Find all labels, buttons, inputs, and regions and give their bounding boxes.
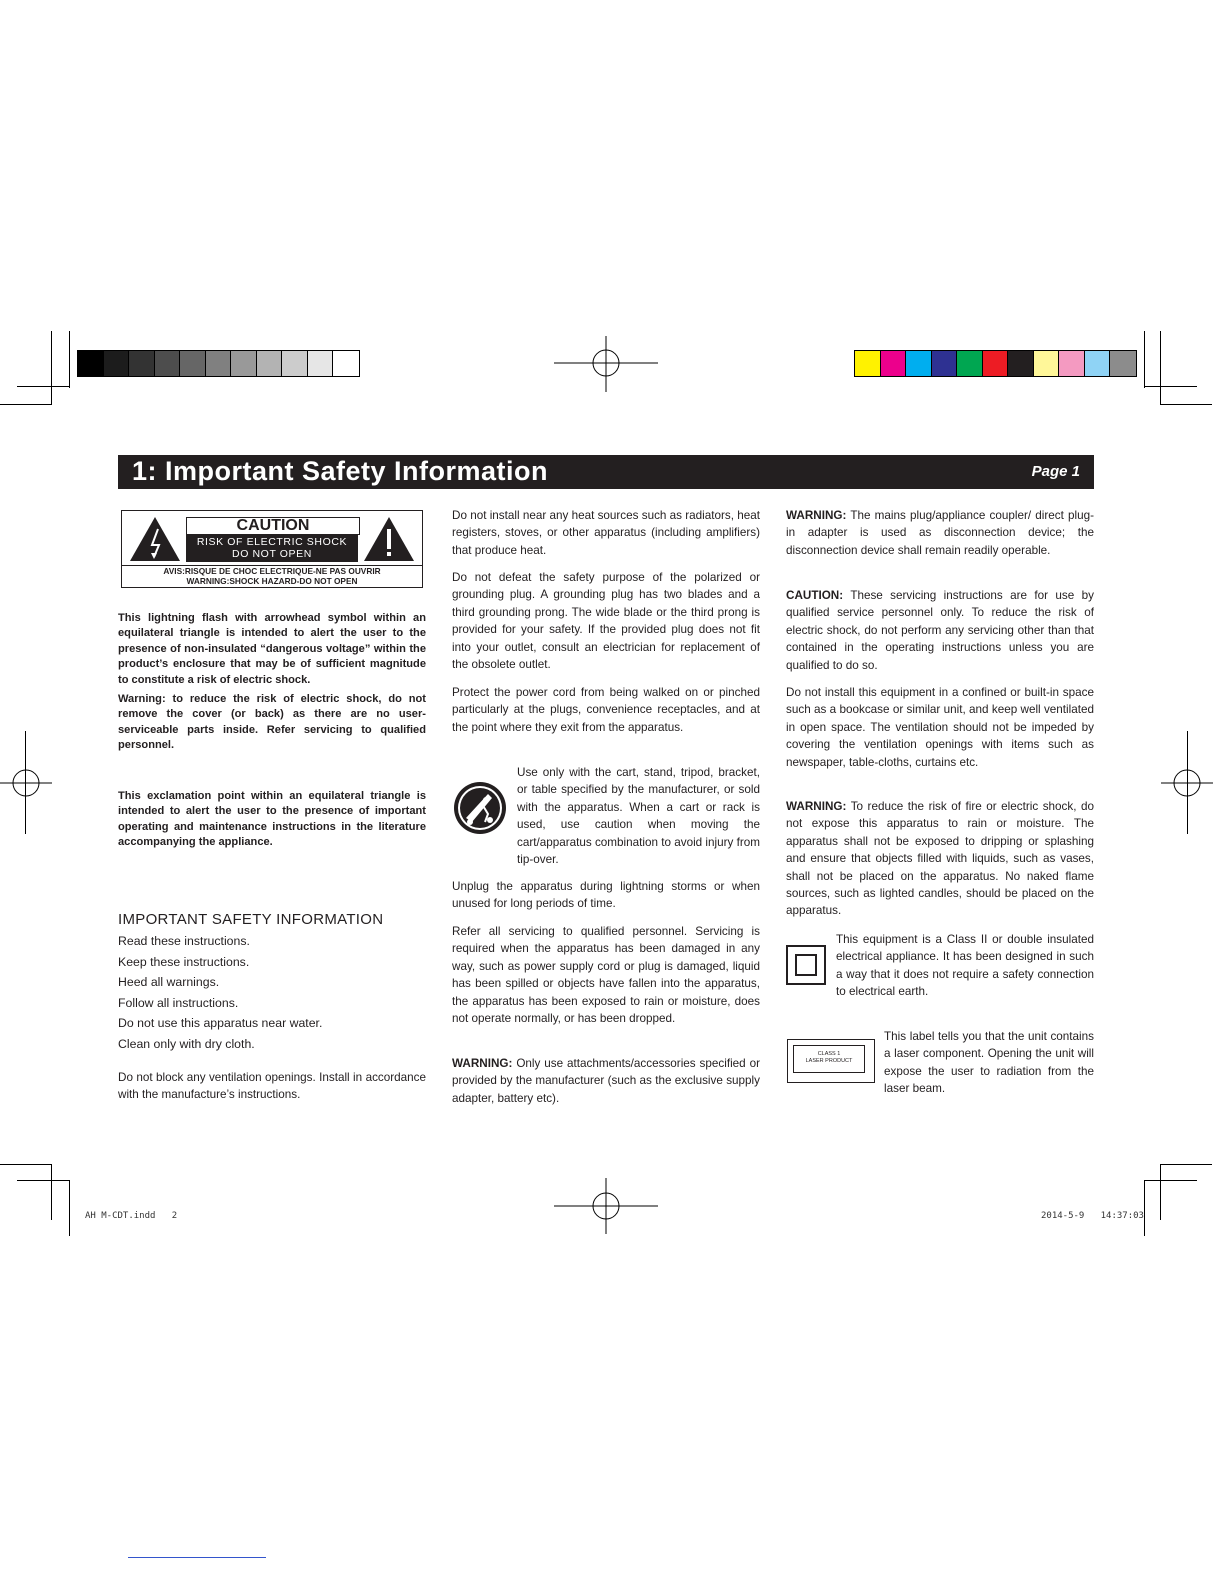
exclamation-explanation: This exclamation point within an equilateral triangle is intended to alert the user to the presence of important operating and maintenance instructions in the literature accompanying the appliance. — [118, 790, 426, 849]
laser-label-line-1: CLASS 1 — [817, 1051, 841, 1057]
servicing-instruction: Refer all servicing to qualified personnel. Servicing is required when the apparatus has been damaged in any way, such as power supply cord or plug is damaged, liquid has been spilled or objects have fallen into the apparatus, the apparatus has been exposed to rain or moisture, does not operate normally, or has been dropped. — [452, 925, 760, 1026]
mains-plug-text: The mains plug/appliance coupler/ direct plug-in adapter is used as disconnection device; the disconnection device shall remain readily operable. — [786, 509, 1094, 557]
color-swatch — [983, 351, 1009, 376]
page-title: 1: Important Safety Information — [132, 456, 549, 486]
color-swatch — [855, 351, 881, 376]
color-swatch — [231, 351, 257, 376]
caution-shock-text — [186, 535, 358, 562]
section-heading: IMPORTANT SAFETY INFORMATION — [118, 911, 384, 928]
lightning-warning-icon — [128, 515, 182, 563]
cart-tipover-icon — [452, 780, 508, 836]
grayscale-calibration-bar — [77, 350, 360, 377]
mains-plug-warning — [786, 507, 1094, 559]
page-number: Page 1 — [1031, 463, 1080, 480]
cover-warning: Warning: to reduce the risk of electric shock, do not remove the cover (or back) as there are no user-serviceable parts inside. Refer servicing to qualified personnel. — [118, 693, 426, 752]
color-swatch — [78, 351, 104, 376]
footer-filename: AH M-CDT.indd 2 — [85, 1211, 178, 1221]
laser-text: This label tells you that the unit contains a laser component. Opening the unit will expose the user to radiation from the laser beam. — [884, 1030, 1094, 1096]
color-swatch — [333, 351, 359, 376]
laser-label-text — [793, 1045, 865, 1073]
caution-title: CAUTION — [186, 517, 360, 535]
color-swatch — [180, 351, 206, 376]
footer-timestamp: 2014-5-9 14:37:03 — [1041, 1211, 1144, 1221]
confined-space-instruction: Do not install this equipment in a confined or built-in space such as a bookcase or similar unit, and keep well ventilated in open space. The ventilation should not be impeded by covering the ventilation openings with items such as newspaper, table-cloths, curtains etc. — [786, 686, 1094, 769]
page-header — [118, 455, 1094, 489]
lightning-explanation: This lightning flash with arrowhead symbol within an equilateral triangle is intended to alert the user to the presence of non-insulated “dangerous voltage” within the product’s enclosure that may be of sufficient magnitude to constitute a risk of electric shock. — [118, 612, 426, 686]
caution-line-1: RISK OF ELECTRIC SHOCK — [196, 536, 348, 548]
color-swatch — [104, 351, 130, 376]
list-item: Follow all instructions. — [118, 996, 239, 1010]
servicing-caution — [786, 587, 1094, 674]
warning-keyword: WARNING: — [452, 1057, 513, 1070]
list-item: Heed all warnings. — [118, 975, 220, 989]
caution-label — [121, 510, 423, 588]
list-item: Do not use this apparatus near water. — [118, 1016, 323, 1030]
color-swatch — [906, 351, 932, 376]
attachments-text: Only use attachments/accessories specified or provided by the manufacturer (such as the exclusive supply adapter, battery etc). — [452, 1057, 760, 1105]
color-swatch — [1034, 351, 1060, 376]
caution-avis-line: AVIS:RISQUE DE CHOC ELECTRIQUE-NE PAS OUVRIR — [163, 566, 381, 576]
registration-mark-top — [554, 336, 658, 392]
registration-mark-bottom — [554, 1178, 658, 1234]
color-swatch — [932, 351, 958, 376]
power-cord-instruction: Protect the power cord from being walked on or pinched particularly at the plugs, convenience receptacles, and at the point where they exit from the apparatus. — [452, 686, 760, 734]
class-ii-icon — [786, 945, 826, 985]
caution-warning-line: WARNING:SHOCK HAZARD-DO NOT OPEN — [186, 576, 358, 586]
unplug-instruction: Unplug the apparatus during lightning storms or when unused for long periods of time. — [452, 880, 760, 911]
color-swatch — [1110, 351, 1136, 376]
color-swatch — [881, 351, 907, 376]
warning-keyword: WARNING: — [786, 800, 847, 813]
caution-avis-text — [122, 565, 422, 586]
color-swatch — [957, 351, 983, 376]
heat-source-instruction: Do not install near any heat sources such as radiators, heat registers, stoves, or other apparatus (including amplifiers) that produce heat. — [452, 509, 760, 557]
color-swatch — [155, 351, 181, 376]
registration-mark-right — [1161, 757, 1213, 809]
color-swatch — [308, 351, 334, 376]
laser-product-label — [787, 1039, 875, 1083]
laser-label-line-2: LASER PRODUCT — [805, 1058, 853, 1064]
color-swatch — [1059, 351, 1085, 376]
class-ii-text: This equipment is a Class II or double insulated electrical appliance. It has been designed in such a way that it does not require a safety connection to electrical earth. — [836, 933, 1094, 999]
ventilation-instruction: Do not block any ventilation openings. Install in accordance with the manufacture’s instructions. — [118, 1071, 426, 1102]
fire-moisture-text: To reduce the risk of fire or electric shock, do not expose this apparatus to rain or moisture. The apparatus shall not be exposed to dripping or splashing and ensure that objects filled with liquids, such as vases, shall not be placed on the apparatus. No naked flame sources, such as lighted candles, should be placed on the apparatus. — [786, 800, 1094, 918]
caution-line-2: DO NOT OPEN — [232, 548, 312, 560]
caution-keyword: CAUTION: — [786, 589, 844, 602]
color-swatch — [1008, 351, 1034, 376]
list-item: Keep these instructions. — [118, 955, 250, 969]
divider — [128, 1557, 266, 1558]
list-item: Read these instructions. — [118, 934, 250, 948]
plug-instruction: Do not defeat the safety purpose of the polarized or grounding plug. A grounding plug has two blades and a third grounding prong. The wide blade or the third prong is provided for your safety. If the provided plug does not fit into your outlet, consult an electrician for replacement of the obsolete outlet. — [452, 571, 760, 672]
registration-mark-left — [0, 757, 52, 809]
cart-instruction: Use only with the cart, stand, tripod, bracket, or table specified by the manufacturer, or sold with the apparatus. When a cart or rack is used, use caution when moving the cart/apparatus combination to avoid injury from tip-over. — [517, 766, 760, 867]
color-swatch — [257, 351, 283, 376]
fire-moisture-warning — [786, 798, 1094, 920]
color-swatch — [129, 351, 155, 376]
attachments-warning — [452, 1055, 760, 1107]
color-swatch — [1085, 351, 1111, 376]
color-swatch — [206, 351, 232, 376]
warning-keyword: WARNING: — [786, 509, 847, 522]
color-swatch — [282, 351, 308, 376]
list-item: Clean only with dry cloth. — [118, 1037, 255, 1051]
servicing-caution-text: These servicing instructions are for use by qualified service personnel only. To reduce the risk of electric shock, do not perform any servicing other than that contained in the operating instructions unless you are qualified to do so. — [786, 589, 1094, 672]
color-calibration-bar — [854, 350, 1137, 377]
exclamation-warning-icon — [362, 515, 416, 563]
